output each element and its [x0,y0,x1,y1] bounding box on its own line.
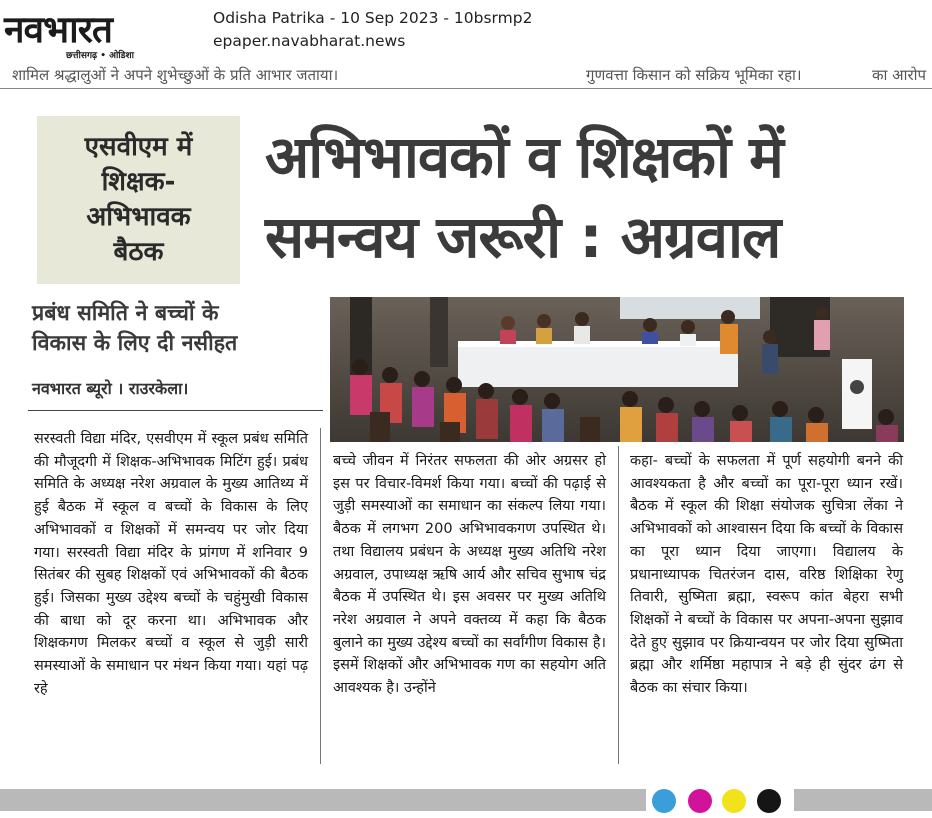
article-headline: अभिभावकों व शिक्षकों में समन्वय जरूरी : अग्रवाल [265,123,783,271]
yellow-registration-dot [722,789,746,813]
article-body-column-2: बच्चे जीवन में निरंतर सफलता की ओर अग्रसर हो इस पर विचार-विमर्श किया गया। बच्चों की पढ़ाई से जुड़ी समस्याओं का समाधान का संकल्प लिया गया। बैठक में लगभग 200 अभिभावकगण उपस्थित थे। तथा विद्यालय प्रबंधन के अध्यक्ष मुख्य अतिथि नरेश अग्रवाल, उपाध्यक्ष ऋषि आर्य और सचिव सुभाष चंद्र बैठक में उपस्थित थे। इस अवसर पर मुख्य अतिथि नरेश अग्रवाल ने अपने वक्तव्य में कहा कि बैठक बुलाने का मुख्य उद्देश्य बच्चों का सर्वांगीण विकास है। इसमें शिक्षकों और अभिभावक गण का सहयोग अति आवश्यक है। उन्होंने [333,453,606,697]
column-divider-1 [320,428,321,764]
cyan-registration-dot [652,789,676,813]
logo-wordmark: नवभारत [4,8,112,51]
epaper-url[interactable]: epaper.navabharat.news [213,32,406,50]
print-footer-band [0,785,932,818]
article-byline: नवभारत ब्यूरो । राउरकेला। [32,379,189,398]
article-subheadline: प्रबंध समिति ने बच्चों के विकास के लिए दी नसीहत [32,301,238,356]
previous-article-text-middle: गुणवत्ता किसान को सक्रिय भूमिका रहा। [586,66,802,84]
article-body-column-3: कहा- बच्चों के सफलता में पूर्ण सहयोगी बनने की आवश्यकता है और बच्चों का पूरा-पूरा ध्यान रखें। बैठक में स्कूल की शिक्षा संयोजक सुचित्रा लेंका ने अभिभावकों को आश्वासन दिया कि बच्चों के विकास का पूरा ध्यान दिया जाएगा। विद्यालय के प्रधानाध्यापक चितरंजन दास, वरिष्ठ शिक्षिका रेणु तिवारी, सुष्मिता ब्रह्मा, स्वरूप कांत बेहरा सभी शिक्षकों ने बच्चों के विकास पर अपना-अपना सुझाव देते हुए सुझाव पर क्रियान्वयन पर जोर दिया सुष्मिता ब्रह्मा और शर्मिष्ठा महापात्र ने बड़े ही सुंदर ढंग से बैठक का संचार किया। [630,453,903,697]
logo-region-subtext: छत्तीसगढ़ • ओडिशा [66,51,134,61]
black-registration-dot [757,789,781,813]
previous-article-text-right: का आरोप [872,66,927,84]
edition-source-line: Odisha Patrika - 10 Sep 2023 - 10bsrmp2 [213,9,533,27]
meeting-photo [330,297,904,442]
article-body-column-1: सरस्वती विद्या मंदिर, एसवीएम में स्कूल प्रबंध समिति की मौजूदगी में शिक्षक-अभिभावक मिटिंग हुई। प्रबंध समिति के अध्यक्ष नरेश अग्रवाल के मुख्य आतिथ्य में हुई बैठक में स्कूल व बच्चों के विकास के लिए अभिभावकों व शिक्षकों में समन्वय पर जोर दिया गया। सरस्वती विद्या मंदिर के प्रांगण में शनिवार 9 सितंबर की सुबह शिक्षकों एवं अभिभावकों की बैठक हुई। जिसका मुख्य उद्देश्य बच्चों के चहुंमुखी विकास की बाधा को दूर करना था। अभिभावक और शिक्षकगण मिलकर बच्चों व स्कूल से जुड़ी सारी समस्याओं के समाधान पर मंथन किया गया। यहां पढ़ रहे [34,431,308,697]
masthead [0,0,932,60]
article-tag-box [37,116,240,284]
column-divider-2 [618,446,619,764]
footer-grey-bar-right [794,789,932,811]
footer-grey-bar-left [0,789,646,811]
previous-article-text-left: शामिल श्रद्धालुओं ने अपने शुभेच्छुओं के प्रति आभार जताया। [12,66,339,84]
magenta-registration-dot [688,789,712,813]
previous-article-strip [0,61,932,89]
article-tag: एसवीएम में शिक्षक- अभिभावक बैठक [84,132,193,267]
byline-divider [28,410,323,411]
newspaper-logo [4,4,200,60]
meeting-photo-illustration [330,297,904,442]
